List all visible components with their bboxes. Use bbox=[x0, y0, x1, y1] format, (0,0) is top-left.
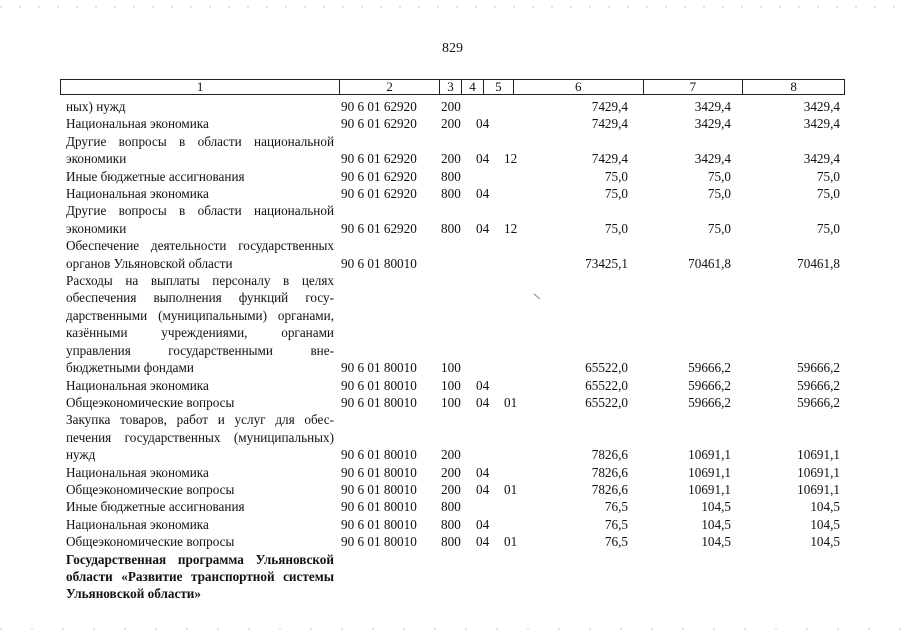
expense-type: 200 bbox=[441, 99, 461, 114]
subsection: 01 bbox=[504, 394, 518, 410]
expense-type: 800 bbox=[441, 186, 461, 202]
expense-type: 800 bbox=[441, 516, 461, 532]
subsection: 12 bbox=[504, 220, 518, 236]
amount-col-8: 75,0 bbox=[816, 186, 840, 202]
amount-col-8: 10691,1 bbox=[797, 464, 840, 480]
amount-col-7: 104,5 bbox=[701, 516, 731, 532]
table-row bbox=[66, 516, 846, 533]
target-article-code: 90 6 01 80010 bbox=[341, 464, 417, 480]
section: 04 bbox=[476, 534, 490, 550]
column-header-8: 8 bbox=[790, 79, 797, 94]
amount-col-6: 65522,0 bbox=[585, 377, 628, 393]
amount-col-8: 59666,2 bbox=[797, 377, 840, 393]
column-header-2: 2 bbox=[340, 80, 440, 94]
amount-col-7: 3429,4 bbox=[694, 99, 731, 114]
row-name: Обеспечение деятельности государственных органов Ульяновской области bbox=[66, 238, 334, 271]
target-article-code: 90 6 01 80010 bbox=[341, 360, 417, 376]
row-name: Государственная программа Ульяновской области «Развитие транспортной системы Ульяновской области» bbox=[66, 551, 334, 602]
table-header bbox=[60, 79, 845, 95]
section: 04 bbox=[476, 464, 490, 480]
expense-type: 200 bbox=[441, 447, 461, 463]
expense-type: 100 bbox=[441, 394, 461, 410]
row-name: Национальная экономика bbox=[66, 464, 209, 480]
expense-type: 100 bbox=[441, 377, 461, 393]
expense-type: 100 bbox=[441, 360, 461, 376]
amount-col-7: 59666,2 bbox=[688, 394, 731, 410]
amount-col-8: 104,5 bbox=[810, 516, 840, 532]
target-article-code: 90 6 01 80010 bbox=[341, 255, 417, 271]
row-name: Иные бюджетные ассигнования bbox=[66, 168, 245, 184]
amount-col-8: 75,0 bbox=[816, 168, 840, 184]
table-row bbox=[66, 272, 846, 376]
amount-col-6: 65522,0 bbox=[585, 360, 628, 376]
column-header-1: 1 bbox=[61, 80, 340, 94]
amount-col-7: 75,0 bbox=[707, 168, 731, 184]
amount-col-6: 7429,4 bbox=[591, 116, 628, 132]
amount-col-8: 59666,2 bbox=[797, 360, 840, 376]
subsection: 12 bbox=[504, 151, 518, 167]
amount-col-6: 76,5 bbox=[604, 516, 628, 532]
subsection: 01 bbox=[504, 534, 518, 550]
scan-artifact-top bbox=[0, 6, 905, 8]
table-row bbox=[66, 498, 846, 515]
amount-col-6: 76,5 bbox=[604, 534, 628, 550]
amount-col-8: 104,5 bbox=[810, 499, 840, 515]
table-row bbox=[66, 481, 846, 498]
amount-col-6: 7826,6 bbox=[591, 481, 628, 497]
amount-col-7: 10691,1 bbox=[688, 464, 731, 480]
amount-col-8: 75,0 bbox=[816, 220, 840, 236]
row-name: Иные бюджетные ассигнования bbox=[66, 499, 245, 515]
expense-type: 800 bbox=[441, 220, 461, 236]
amount-col-8: 59666,2 bbox=[797, 394, 840, 410]
target-article-code: 90 6 01 80010 bbox=[341, 447, 417, 463]
amount-col-8: 3429,4 bbox=[803, 151, 840, 167]
subsection: 01 bbox=[504, 481, 518, 497]
section: 04 bbox=[476, 481, 490, 497]
target-article-code: 90 6 01 80010 bbox=[341, 516, 417, 532]
table-row bbox=[66, 551, 846, 603]
amount-col-7: 3429,4 bbox=[694, 151, 731, 167]
row-name: Закупка товаров, работ и услуг для обеспечения государственных (муниципальных) нужд bbox=[66, 412, 334, 463]
row-name: Общеэкономические вопросы bbox=[66, 394, 235, 410]
column-header-7: 7 bbox=[644, 80, 744, 94]
target-article-code: 90 6 01 80010 bbox=[341, 481, 417, 497]
table-row bbox=[66, 464, 846, 481]
amount-col-8: 10691,1 bbox=[797, 481, 840, 497]
amount-col-6: 7826,6 bbox=[591, 447, 628, 463]
expense-type: 800 bbox=[441, 534, 461, 550]
amount-col-6: 7826,6 bbox=[591, 464, 628, 480]
row-name: Другие вопросы в области национальной экономики bbox=[66, 133, 334, 167]
amount-col-6: 65522,0 bbox=[585, 394, 628, 410]
target-article-code: 90 6 01 62920 bbox=[341, 116, 417, 132]
table-row bbox=[66, 237, 846, 272]
row-name: Национальная экономика bbox=[66, 377, 209, 393]
amount-col-7: 75,0 bbox=[707, 186, 731, 202]
scan-artifact-bottom bbox=[0, 628, 905, 630]
amount-col-8: 3429,4 bbox=[803, 116, 840, 132]
target-article-code: 90 6 01 80010 bbox=[341, 377, 417, 393]
row-name: Расходы на выплаты персоналу в целях обеспечения выполнения функций государственными (муниципальными) органами, казёнными учреждениями, органами управления государственными внебюджетными фондами bbox=[66, 273, 334, 376]
amount-col-7: 59666,2 bbox=[688, 360, 731, 376]
page-number: 829 bbox=[442, 41, 463, 56]
table-row bbox=[66, 533, 846, 550]
target-article-code: 90 6 01 80010 bbox=[341, 394, 417, 410]
row-name: Национальная экономика bbox=[66, 516, 209, 532]
amount-col-6: 76,5 bbox=[604, 499, 628, 515]
amount-col-7: 10691,1 bbox=[688, 447, 731, 463]
target-article-code: 90 6 01 80010 bbox=[341, 534, 417, 550]
amount-col-8: 10691,1 bbox=[797, 447, 840, 463]
amount-col-6: 75,0 bbox=[604, 168, 628, 184]
expense-type: 200 bbox=[441, 464, 461, 480]
section: 04 bbox=[476, 377, 490, 393]
row-name: Другие вопросы в области национальной экономики bbox=[66, 203, 334, 236]
expense-type: 200 bbox=[441, 151, 461, 167]
table-row bbox=[66, 115, 846, 132]
target-article-code: 90 6 01 62920 bbox=[341, 220, 417, 236]
target-article-code: 90 6 01 62920 bbox=[341, 168, 417, 184]
target-article-code: 90 6 01 80010 bbox=[341, 499, 417, 515]
section: 04 bbox=[476, 516, 490, 532]
amount-col-7: 75,0 bbox=[707, 220, 731, 236]
amount-col-6: 75,0 bbox=[604, 220, 628, 236]
section: 04 bbox=[476, 151, 490, 167]
amount-col-8: 70461,8 bbox=[797, 255, 840, 271]
column-header-3: 3 bbox=[440, 80, 462, 94]
amount-col-6: 7429,4 bbox=[591, 99, 628, 114]
expense-type: 800 bbox=[441, 168, 461, 184]
table-row bbox=[66, 411, 846, 463]
expense-type: 200 bbox=[441, 481, 461, 497]
row-name: ных) нужд bbox=[66, 99, 126, 114]
table-row bbox=[66, 168, 846, 185]
amount-col-6: 75,0 bbox=[604, 186, 628, 202]
amount-col-6: 73425,1 bbox=[585, 255, 628, 271]
table-row bbox=[66, 377, 846, 394]
row-name: Общеэкономические вопросы bbox=[66, 534, 235, 550]
row-name: Общеэкономические вопросы bbox=[66, 481, 235, 497]
table-body bbox=[66, 98, 846, 603]
table-row bbox=[66, 202, 846, 237]
column-header-6: 6 bbox=[514, 80, 644, 94]
table-row bbox=[66, 133, 846, 168]
amount-col-7: 104,5 bbox=[701, 499, 731, 515]
table-row bbox=[66, 98, 846, 115]
section: 04 bbox=[476, 186, 490, 202]
amount-col-7: 70461,8 bbox=[688, 255, 731, 271]
expense-type: 200 bbox=[441, 116, 461, 132]
amount-col-6: 7429,4 bbox=[591, 151, 628, 167]
amount-col-7: 10691,1 bbox=[688, 481, 731, 497]
amount-col-7: 104,5 bbox=[701, 534, 731, 550]
table-row bbox=[66, 185, 846, 202]
target-article-code: 90 6 01 62920 bbox=[341, 151, 417, 167]
amount-col-7: 59666,2 bbox=[688, 377, 731, 393]
section: 04 bbox=[476, 394, 490, 410]
amount-col-8: 3429,4 bbox=[803, 99, 840, 114]
target-article-code: 90 6 01 62920 bbox=[341, 99, 417, 114]
column-header-4: 4 bbox=[462, 80, 484, 94]
table-row bbox=[66, 394, 846, 411]
row-name: Национальная экономика bbox=[66, 186, 209, 202]
column-header-5: 5 bbox=[484, 80, 514, 94]
amount-col-8: 104,5 bbox=[810, 534, 840, 550]
row-name: Национальная экономика bbox=[66, 116, 209, 132]
section: 04 bbox=[476, 220, 490, 236]
target-article-code: 90 6 01 62920 bbox=[341, 186, 417, 202]
section: 04 bbox=[476, 116, 490, 132]
amount-col-7: 3429,4 bbox=[694, 116, 731, 132]
expense-type: 800 bbox=[441, 499, 461, 515]
